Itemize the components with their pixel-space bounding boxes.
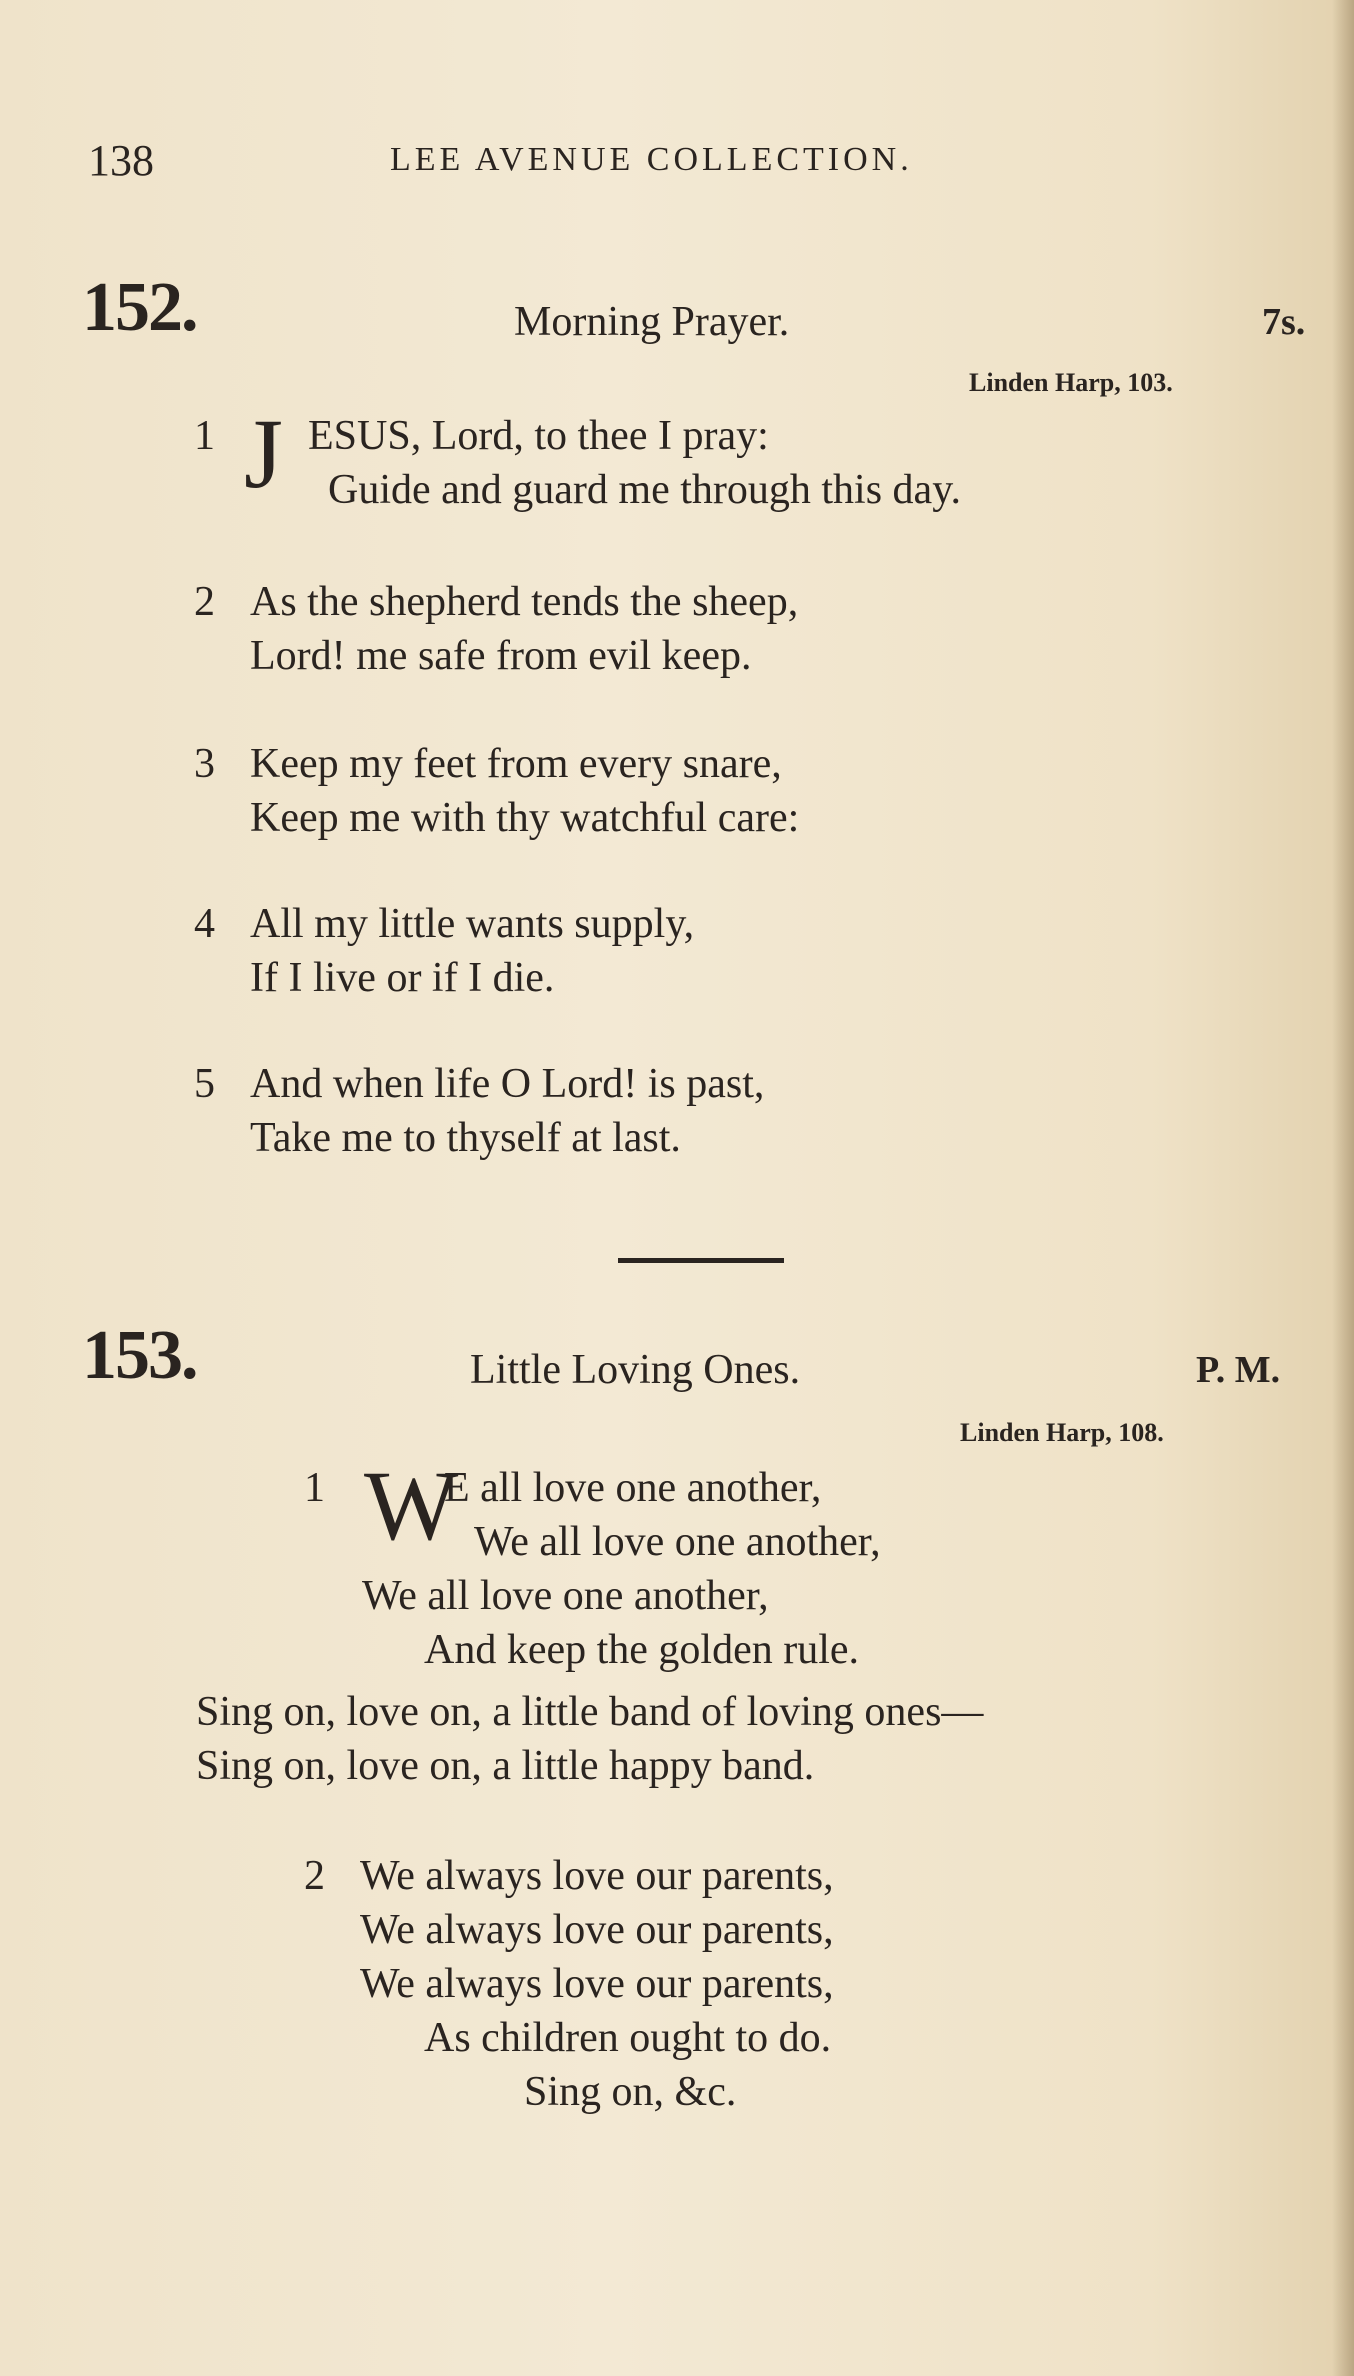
verse-line: Guide and guard me through this day. [328, 467, 961, 513]
refrain-line: Sing on, love on, a little band of loving ones— [196, 1689, 984, 1735]
verse-line: And when life O Lord! is past, [250, 1061, 765, 1107]
drop-cap: W [364, 1450, 459, 1561]
verse-line: We always love our parents, [360, 1907, 834, 1953]
verse-line: Take me to thyself at last. [250, 1115, 681, 1161]
verse-line: We all love one another, [474, 1519, 881, 1565]
verse-line: Keep my feet from every snare, [250, 741, 782, 787]
verse-number: 5 [194, 1061, 215, 1107]
refrain-line: Sing on, love on, a little happy band. [196, 1743, 815, 1789]
hymn-number: 152. [82, 269, 197, 346]
hymn-meter: 7s. [1262, 301, 1306, 343]
verse-line: We always love our parents, [360, 1961, 834, 2007]
verse-line: Sing on, &c. [524, 2069, 737, 2115]
page-number: 138 [88, 136, 154, 185]
section-divider [618, 1258, 784, 1263]
hymn-title: Little Loving Ones. [470, 1347, 801, 1393]
verse-number: 4 [194, 901, 215, 947]
verse-number: 2 [304, 1853, 325, 1899]
verse-line: E all love one another, [444, 1465, 822, 1511]
verse-number: 1 [304, 1465, 325, 1511]
collection-title: LEE AVENUE COLLECTION. [390, 141, 913, 178]
verse-number: 3 [194, 741, 215, 787]
verse-line: We all love one another, [362, 1573, 769, 1619]
verse-line: And keep the golden rule. [424, 1627, 860, 1673]
verse-line: If I live or if I die. [250, 955, 555, 1001]
verse-line: ESUS, Lord, to thee I pray: [308, 413, 769, 459]
tune-reference: Linden Harp, 103. [969, 368, 1173, 397]
hymn-meter: P. M. [1196, 1349, 1281, 1391]
page-edge-shadow [1332, 0, 1354, 2376]
tune-reference: Linden Harp, 108. [960, 1418, 1164, 1447]
verse-number: 2 [194, 579, 215, 625]
running-head [88, 135, 1058, 195]
drop-cap: J [244, 398, 283, 509]
verse-line: We always love our parents, [360, 1853, 834, 1899]
verse-line: Keep me with thy watchful care: [250, 795, 800, 841]
hymn-title: Morning Prayer. [514, 299, 790, 345]
verse-line: As the shepherd tends the sheep, [250, 579, 799, 625]
verse-number: 1 [194, 413, 215, 459]
verse-line: As children ought to do. [424, 2015, 832, 2061]
hymn-number: 153. [82, 1317, 197, 1394]
verse-line: Lord! me safe from evil keep. [250, 633, 752, 679]
verse-line: All my little wants supply, [250, 901, 695, 947]
